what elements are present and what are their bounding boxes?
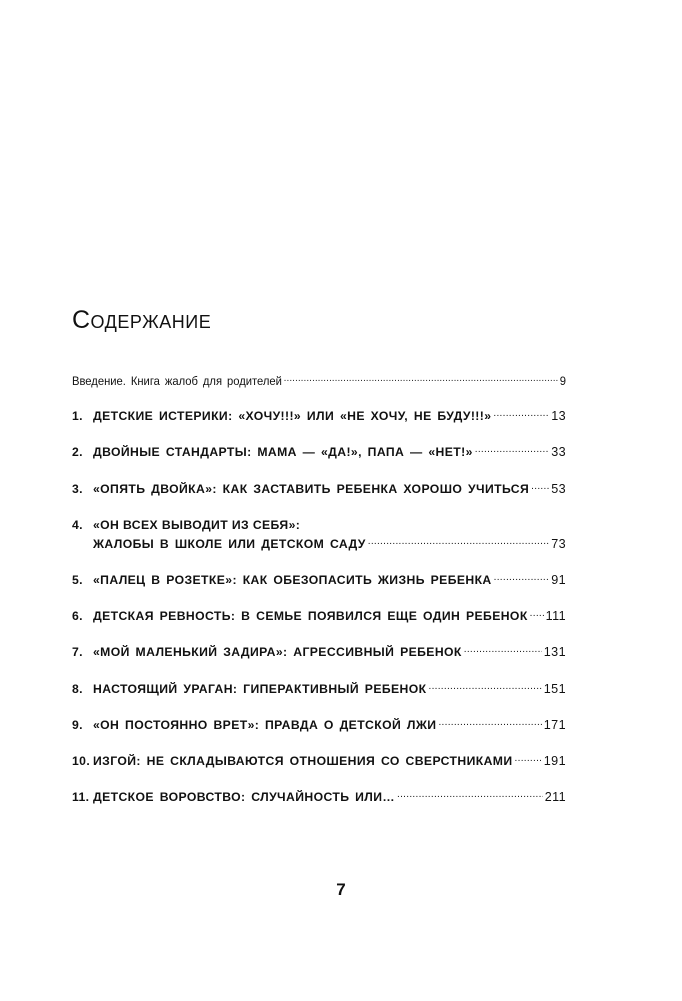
- toc-entry-chapter-2: [72, 443, 566, 462]
- toc-entry-number: 1.: [72, 409, 83, 424]
- toc-entry-number: 2.: [72, 445, 83, 460]
- dot-leader: [368, 535, 549, 548]
- toc-entry-text: НАСТОЯЩИЙ УРАГАН: ГИПЕРАКТИВНЫЙ РЕБЕНОК: [93, 681, 427, 696]
- toc-entry-number: 8.: [72, 681, 83, 696]
- toc-entry-text: «МОЙ МАЛЕНЬКИЙ ЗАДИРА»: АГРЕССИВНЫЙ РЕБЕНОК: [93, 645, 462, 660]
- dot-leader: [475, 443, 549, 456]
- toc-entry-text: «ОПЯТЬ ДВОЙКА»: КАК ЗАСТАВИТЬ РЕБЕНКА ХОРОШО УЧИТЬСЯ: [93, 481, 530, 496]
- toc-entry-page: 13: [551, 409, 566, 424]
- toc-entry-chapter-7: [72, 643, 566, 662]
- toc-entry-chapter-9: [72, 716, 566, 735]
- dot-leader: [464, 643, 542, 656]
- toc-entry-number: 4.: [72, 517, 83, 532]
- toc-entry-number: 11.: [72, 790, 90, 805]
- toc-title: Содержание: [72, 306, 212, 334]
- toc-entry-chapter-1: [72, 407, 566, 426]
- toc-entry-text: ДЕТСКИЕ ИСТЕРИКИ: «ХОЧУ!!!» ИЛИ «НЕ ХОЧУ, НЕ БУДУ!!!»: [93, 409, 492, 424]
- toc-entry-text: «ПАЛЕЦ В РОЗЕТКЕ»: КАК ОБЕЗОПАСИТЬ ЖИЗНЬ РЕБЕНКА: [93, 572, 492, 587]
- dot-leader: [515, 752, 542, 765]
- toc-entry-text: Введение. Книга жалоб для родителей: [72, 374, 282, 388]
- toc-entry-page: 131: [543, 645, 566, 660]
- toc-entry-text-line1: «ОН ВСЕХ ВЫВОДИТ ИЗ СЕБЯ»:: [93, 517, 301, 532]
- toc-entry-page: 33: [551, 445, 566, 460]
- toc-entry-number: 3.: [72, 481, 83, 496]
- toc-entry-text: ДЕТСКОЕ ВОРОВСТВО: СЛУЧАЙНОСТЬ ИЛИ…: [93, 790, 396, 805]
- dot-leader: [428, 679, 541, 692]
- toc-entry-number: 9.: [72, 717, 83, 732]
- page-number: 7: [336, 880, 346, 899]
- toc-entry-chapter-3: [72, 479, 566, 498]
- toc-entry-page: 171: [543, 717, 566, 732]
- toc-entry-page: 151: [543, 681, 566, 696]
- toc-entry-chapter-10: [72, 752, 566, 771]
- dot-leader: [438, 716, 541, 729]
- dot-leader: [530, 607, 544, 620]
- toc-entry-page: 53: [551, 481, 566, 496]
- toc-entry-page: 191: [543, 753, 566, 768]
- dot-leader: [494, 571, 550, 584]
- dot-leader: [284, 373, 558, 385]
- toc-entry-chapter-6: [72, 607, 566, 626]
- toc-entry-text: «ОН ПОСТОЯННО ВРЕТ»: ПРАВДА О ДЕТСКОЙ ЛЖИ: [93, 717, 437, 732]
- toc-entry-text: ИЗГОЙ: НЕ СКЛАДЫВАЮТСЯ ОТНОШЕНИЯ СО СВЕРСТНИКАМИ: [93, 753, 513, 768]
- toc-entry-chapter-4: [72, 516, 566, 554]
- dot-leader: [531, 479, 549, 492]
- table-of-contents: [72, 372, 566, 824]
- dot-leader: [397, 788, 543, 801]
- toc-entry-number: 10.: [72, 753, 91, 768]
- toc-entry-page: 111: [545, 609, 566, 624]
- toc-entry-text: ДЕТСКАЯ РЕВНОСТЬ: В СЕМЬЕ ПОЯВИЛСЯ ЕЩЕ ОДИН РЕБЕНОК: [93, 609, 528, 624]
- toc-entry-number: 7.: [72, 645, 83, 660]
- toc-entry-number: 5.: [72, 572, 83, 587]
- toc-entry-text: ДВОЙНЫЕ СТАНДАРТЫ: МАМА — «ДА!», ПАПА — «НЕТ!»: [93, 445, 473, 460]
- toc-entry-text-line2: ЖАЛОБЫ В ШКОЛЕ ИЛИ ДЕТСКОМ САДУ: [93, 536, 366, 551]
- toc-entry-chapter-11: [72, 788, 566, 807]
- toc-entry-page: 91: [551, 572, 566, 587]
- toc-entry-number: 6.: [72, 609, 83, 624]
- toc-entry-page: 9: [559, 374, 567, 388]
- toc-entry-intro: [72, 372, 566, 391]
- toc-entry-chapter-8: [72, 679, 566, 698]
- dot-leader: [493, 407, 549, 420]
- toc-entry-page: 211: [544, 790, 566, 805]
- toc-entry-page: 73: [551, 536, 566, 551]
- toc-entry-chapter-5: [72, 571, 566, 590]
